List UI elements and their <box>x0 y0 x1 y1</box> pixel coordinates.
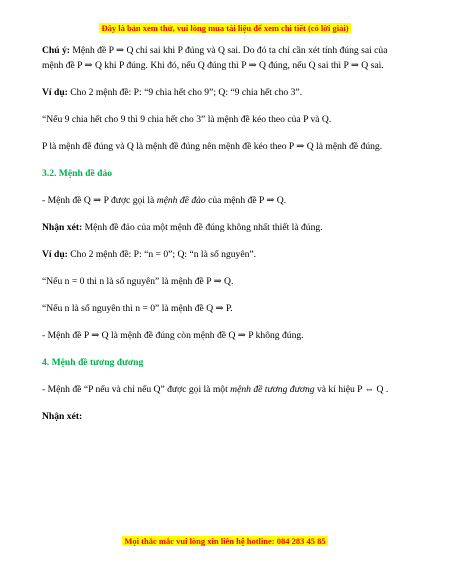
equivalent-def-after: và kí hiệu P ⇔ Q . <box>314 384 389 395</box>
converse-remark-text: Mệnh đề đảo của một mệnh đề đúng không nhất thiết là đúng. <box>82 222 323 233</box>
note-text: Mệnh đề P ⇒ Q chỉ sai khi P đúng và Q sai. Do đó ta chỉ cần xét tính đúng sai của mệnh đề P ⇒ Q khi P đúng. Khi đó, nếu Q đúng thì P ⇒ Q đúng, nếu Q sai thì P ⇒ Q sai. <box>42 45 388 71</box>
converse-definition <box>42 193 411 208</box>
equivalent-def-before: - Mệnh đề “P nếu và chỉ nếu Q” được gọi là một <box>42 384 231 395</box>
converse-heading: 3.2. Mệnh đề đảo <box>42 168 113 179</box>
hotline-banner-text: Mọi thắc mắc vui lòng xin liên hệ hotline: 084 283 45 85 <box>124 536 326 546</box>
note-paragraph <box>42 43 411 73</box>
example1-label: Ví dụ: <box>42 87 68 98</box>
converse-def-before: - Mệnh đề Q ⇒ P được gọi là <box>42 195 157 206</box>
example2-intro <box>42 247 411 262</box>
example1-conclusion: P là mệnh đề đúng và Q là mệnh đề đúng nên mệnh đề kéo theo P ⇒ Q là mệnh đề đúng. <box>42 141 383 152</box>
preview-banner <box>0 23 450 33</box>
equivalent-heading: 4. Mệnh đề tương đương <box>42 357 144 368</box>
equivalent-definition <box>42 382 411 397</box>
converse-def-after: của mệnh đề P ⇒ Q. <box>205 195 287 206</box>
example2-label: Ví dụ: <box>42 249 68 260</box>
example1-statement: “Nếu 9 chia hết cho 9 thì 9 chia hết cho 3” là mệnh đề kéo theo của P và Q. <box>42 114 332 125</box>
example1-intro <box>42 85 411 100</box>
equivalent-remark-label: Nhận xét: <box>42 411 83 422</box>
converse-remark <box>42 220 411 235</box>
example2-text: Cho 2 mệnh đề: P: “n = 0”; Q: “n là số nguyên”. <box>67 249 257 260</box>
example2-statement-pq: “Nếu n = 0 thì n là số nguyên” là mệnh đề P ⇒ Q. <box>42 276 234 287</box>
converse-remark-label: Nhận xét: <box>42 222 83 233</box>
document-body <box>42 43 411 424</box>
example2-conclusion: - Mệnh đề P ⇒ Q là mệnh đề đúng còn mệnh đề Q ⇒ P không đúng. <box>42 330 304 341</box>
hotline-banner <box>0 536 450 546</box>
example2-statement-qp: “Nếu n là số nguyên thì n = 0” là mệnh đề Q ⇒ P. <box>42 303 233 314</box>
example1-text: Cho 2 mệnh đề: P: “9 chia hết cho 9”; Q: “9 chia hết cho 3”. <box>67 87 303 98</box>
equivalent-def-term: mệnh đề tương đương <box>230 384 315 395</box>
converse-def-term: mệnh đề đảo <box>156 195 206 206</box>
preview-banner-text: Đây là bản xem thử, vui lòng mua tài liệu để xem chi tiết (có lời giải) <box>101 23 349 33</box>
note-label: Chú ý: <box>42 45 70 56</box>
equivalent-remark <box>42 409 411 424</box>
